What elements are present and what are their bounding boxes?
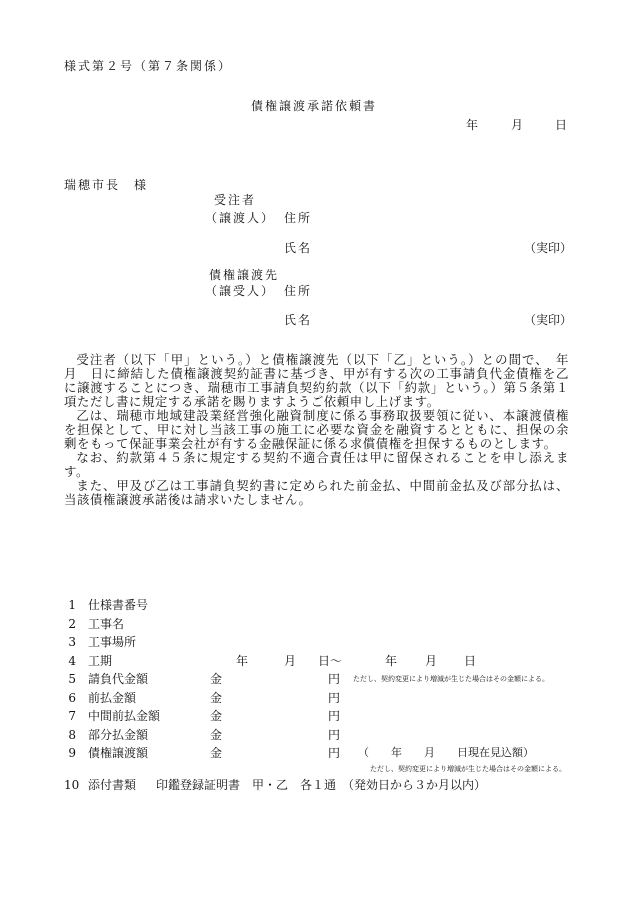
item-list [64, 598, 584, 797]
item-number: 7 [68, 709, 76, 723]
assignor-role: 受注者 [214, 193, 257, 207]
period-start-day: 日～ [318, 653, 343, 668]
item-number: 5 [68, 672, 76, 686]
assignor-address-label: 住所 [284, 211, 313, 225]
item-number: 10 [64, 778, 80, 792]
addressee: 瑞穂市長 様 [64, 178, 149, 192]
assignment-date-note: （ 年 月 日現在見込額） [358, 746, 534, 759]
period-end-month: 月 [425, 653, 438, 668]
assignor-paren: （譲渡人） [205, 211, 276, 225]
item-interim-advance-amount [64, 709, 584, 728]
item-contract-amount [64, 672, 584, 691]
contract-amount-note: ただし、契約変更により増減が生じた場合はその金額による。 [353, 675, 549, 683]
currency-prefix: 金 [210, 709, 223, 723]
document-title: 債権譲渡承諾依頼書 [251, 99, 378, 113]
item-label: 前払金額 [88, 690, 137, 705]
item-number: 3 [68, 635, 76, 649]
item-advance-amount [64, 691, 584, 710]
date-month: 月 [511, 118, 524, 132]
item-assignment-amount [64, 746, 584, 778]
item-spec-number [64, 598, 584, 617]
item-label: 仕様書番号 [88, 598, 149, 612]
currency-prefix: 金 [210, 672, 223, 686]
assignment-amount-note: ただし、契約変更により増減が生じた場合はその金額による。 [370, 765, 566, 773]
currency-suffix: 円 [328, 672, 341, 686]
assignor-name-label: 氏名 [284, 241, 313, 255]
date-day: 日 [555, 118, 568, 132]
request-body [64, 352, 582, 507]
currency-suffix: 円 [328, 690, 341, 705]
item-number: 6 [68, 690, 76, 705]
paragraph-4: また、甲及び乙は工事請負契約書に定められた前金払、中間前金払及び部分払は、当該債権譲渡承諾後は請求いたしません。 [64, 478, 569, 507]
paragraph-1: 受注者（以下「甲」という。）と債権譲渡先（以下「乙」という。）との間で、 年 月 日に締結した債権譲渡契約証書に基づき、甲が有する次の工事請負代金債権を乙に譲渡することにつき、瑞穂市工事請負契約約款（以下「約款」という。）第５条第１項ただし書に規定する承諾を賜りますようご依頼申し上げます。 [64, 352, 582, 409]
attachment-text: 印鑑登録証明書 甲・乙 各１通 （発効日から３か月以内） [156, 778, 487, 792]
assignee-name-label: 氏名 [284, 313, 313, 327]
period-end-year: 年 [385, 653, 398, 668]
currency-prefix: 金 [210, 727, 223, 742]
item-label: 請負代金額 [88, 672, 149, 686]
currency-suffix: 円 [328, 709, 341, 723]
date-year: 年 [466, 118, 479, 132]
assignor-seal: （実印） [524, 241, 573, 255]
period-start-month: 月 [284, 653, 297, 668]
currency-prefix: 金 [210, 746, 223, 760]
item-label: 工期 [88, 653, 113, 668]
currency-prefix: 金 [210, 690, 223, 705]
form-label: 様式第２号（第７条関係） [64, 59, 233, 73]
item-number: 2 [68, 616, 76, 631]
paragraph-3: なお、約款第４５条に規定する契約不適合責任は甲に留保されることを申し添えます。 [64, 450, 569, 479]
currency-suffix: 円 [328, 727, 341, 742]
assignee-seal: （実印） [524, 313, 573, 327]
period-end-day: 日 [464, 653, 477, 668]
assignee-paren: （譲受人） [205, 284, 276, 298]
item-label: 部分払金額 [88, 727, 149, 742]
item-number: 4 [68, 653, 76, 668]
item-number: 9 [68, 746, 76, 760]
item-partial-payment-amount [64, 728, 584, 747]
item-label: 工事名 [88, 616, 125, 631]
period-start-year: 年 [236, 653, 249, 668]
item-attachments [64, 778, 584, 797]
item-label: 債権譲渡額 [88, 746, 149, 760]
currency-suffix: 円 [328, 746, 341, 760]
item-label: 添付書類 [88, 778, 137, 792]
item-work-location [64, 635, 584, 654]
assignee-role: 債権譲渡先 [209, 268, 280, 282]
assignee-address-label: 住所 [284, 284, 313, 298]
item-work-period [64, 654, 584, 673]
paragraph-2: 乙は、瑞穂市地域建設業経営強化融資制度に係る事務取扱要領に従い、本譲渡債権を担保として、甲に対し当該工事の施工に必要な資金を融資するとともに、担保の余剰をもって保証事業会社が有する金融保証に係る求償債権を担保するものとします。 [64, 408, 569, 451]
item-number: 8 [68, 727, 76, 742]
item-number: 1 [68, 598, 76, 612]
item-label: 中間前払金額 [88, 709, 161, 723]
item-work-name [64, 617, 584, 636]
item-label: 工事場所 [88, 635, 137, 649]
